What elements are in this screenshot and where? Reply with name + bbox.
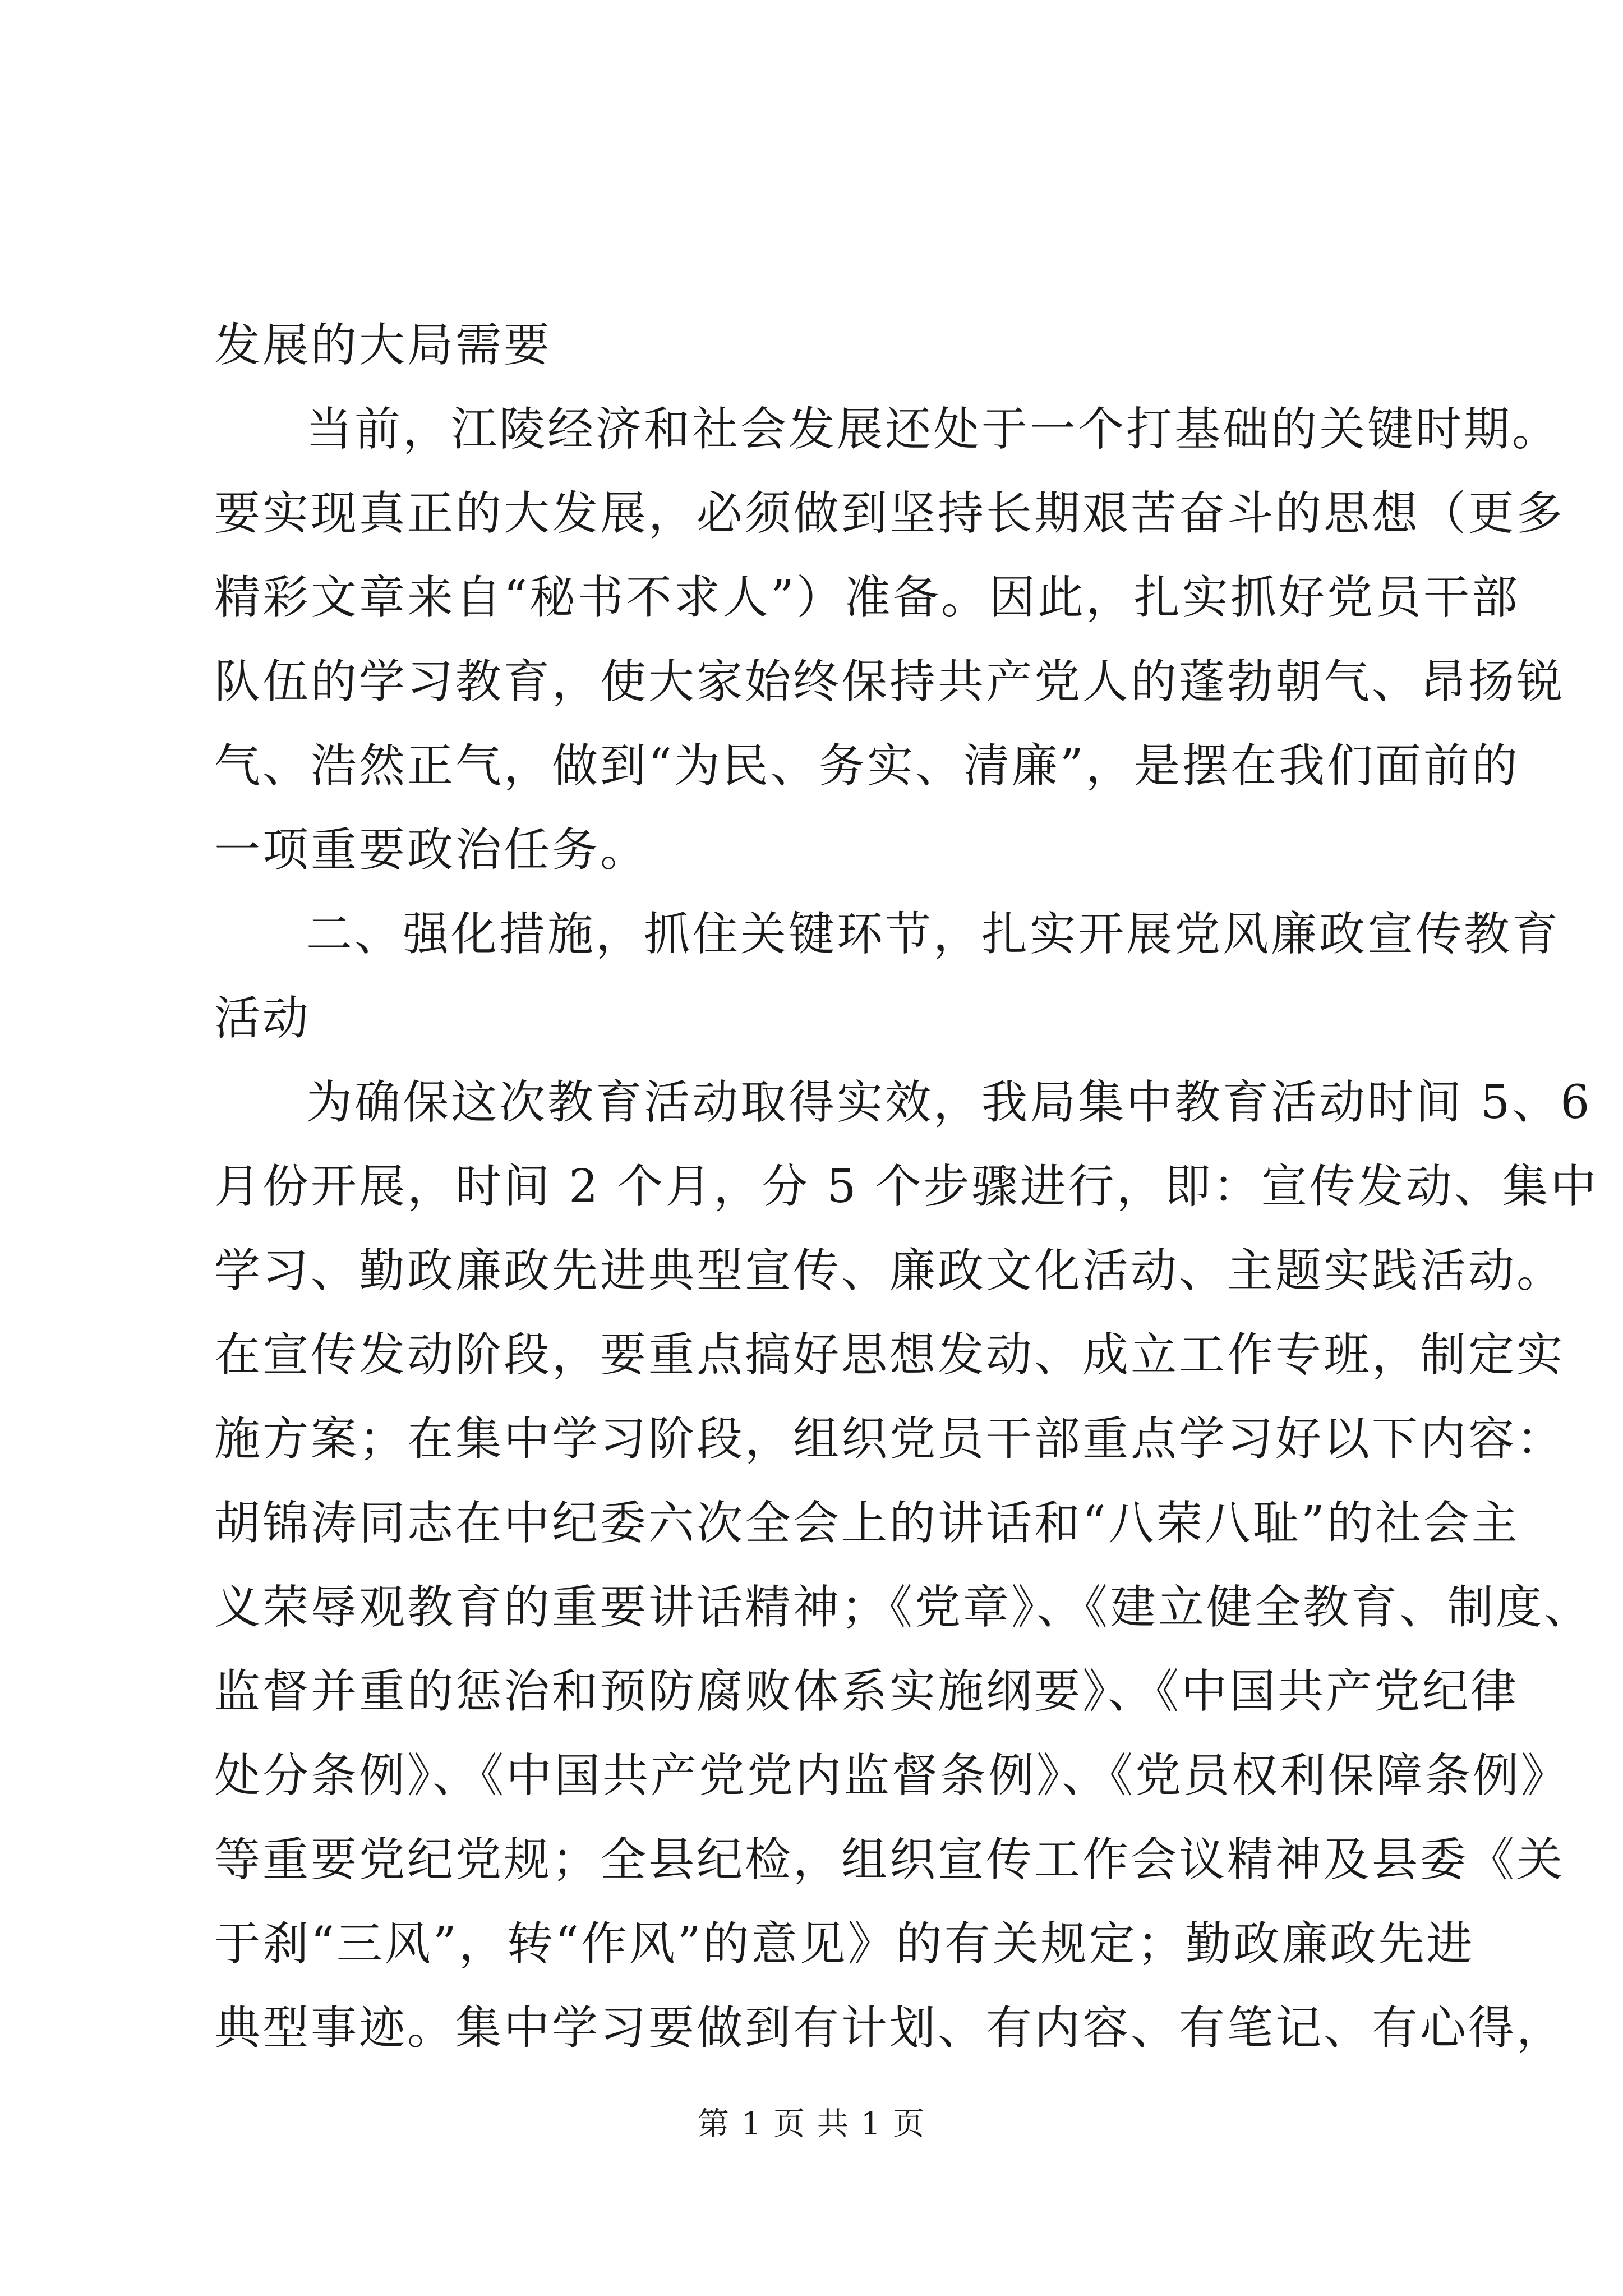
section-heading-line: 二、强化措施，抓住关键环节，扎实开展党风廉政宣传教育 [306, 908, 1561, 961]
text-line: 为确保这次教育活动取得实效，我局集中教育活动时间 5、6 [306, 1076, 1592, 1129]
text-line: 处分条例》、《中国共产党党内监督条例》、《党员权利保障条例》 [214, 1749, 1570, 1802]
text-line: 义荣辱观教育的重要讲话精神；《党章》、《建立健全教育、制度、 [214, 1581, 1593, 1634]
text-line: 等重要党纪党规；全县纪检，组织宣传工作会议精神及县委《关 [214, 1833, 1565, 1887]
text-line: 典型事迹。集中学习要做到有计划、有内容、有笔记、有心得， [214, 2001, 1565, 2055]
text-line: 施方案；在集中学习阶段，组织党员干部重点学习好以下内容： [214, 1412, 1565, 1466]
text-line: 当前，江陵经济和社会发展还处于一个打基础的关键时期。 [306, 403, 1561, 456]
text-line: 一项重要政治任务。 [214, 823, 649, 877]
text-line: 学习、勤政廉政先进典型宣传、廉政文化活动、主题实践活动。 [214, 1244, 1565, 1297]
text-line: 要实现真正的大发展，必须做到坚持长期艰苦奋斗的思想（更多 [214, 487, 1565, 540]
text-line: 队伍的学习教育，使大家始终保持共产党人的蓬勃朝气、昂扬锐 [214, 655, 1565, 708]
text-line: 月份开展，时间 2 个月，分 5 个步骤进行，即：宣传发动、集中 [214, 1160, 1599, 1213]
text-line: 发展的大局需要 [214, 319, 552, 372]
section-heading-line: 活动 [214, 992, 311, 1045]
text-line: 气、浩然正气，做到“为民、务实、清廉”，是摆在我们面前的 [214, 739, 1520, 793]
text-line: 精彩文章来自“秘书不求人”）准备。因此，扎实抓好党员干部 [214, 571, 1520, 624]
page-number-footer: 第 1 页 共 1 页 [697, 2106, 926, 2142]
text-line: 监督并重的惩治和预防腐败体系实施纲要》、《中国共产党纪律 [214, 1665, 1519, 1718]
text-line: 于刹“三风”，转“作风”的意见》的有关规定；勤政廉政先进 [214, 1917, 1475, 1971]
text-line: 在宣传发动阶段，要重点搞好思想发动、成立工作专班，制定实 [214, 1328, 1565, 1382]
text-line: 胡锦涛同志在中纪委六次全会上的讲话和“八荣八耻”的社会主 [214, 1497, 1520, 1550]
